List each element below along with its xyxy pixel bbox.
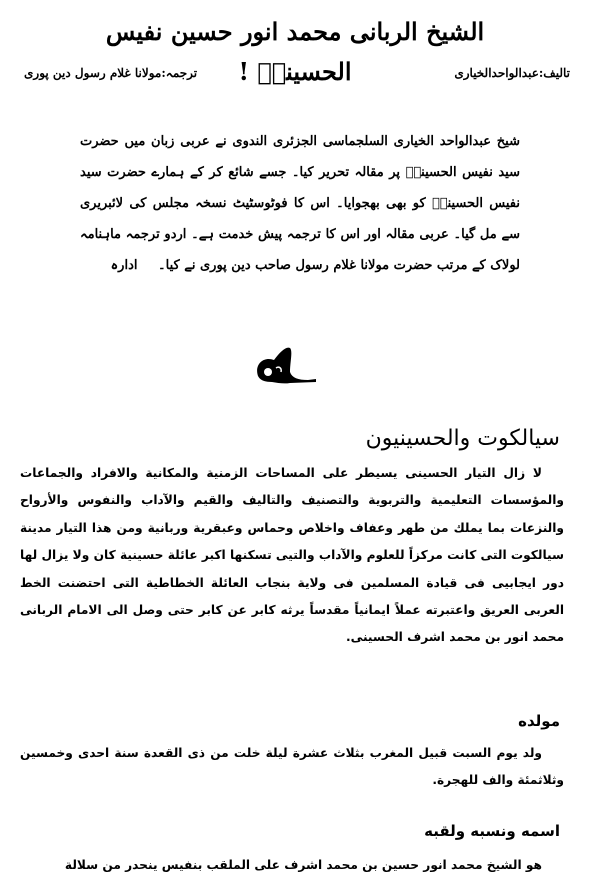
- editorial-note-text: شیخ عبدالواحد الخیاری السلجماسی الجزئری الندوی نے عربی زبان میں حضرت سید نفیس الحسینیؒ پر مقالہ تحریر کیا۔ جسے شائع کر کے ہمارے حضرت سید نفیس الحسینیؒ کو بھی بھجوایا۔ اس کا فوٹوسٹیٹ نسخہ مجلس کی لائبریری سے مل گیا۔ عربی مقالہ اور اس کا ترجمہ پیش خدمت ہے۔ اردو ترجمہ ماہنامہ لولاک کے مرتب حضرت مولانا غلام رسول صاحب دین پوری نے کیا۔: [80, 134, 520, 273]
- editorial-signature: ادارہ: [110, 258, 138, 273]
- section-paragraph-sialkot: [20, 460, 564, 652]
- editorial-note: [80, 126, 520, 281]
- section-heading-birth: مولده: [518, 712, 560, 730]
- translator-line: ترجمہ:مولانا غلام رسول دین پوری: [24, 66, 198, 80]
- section-paragraph-lineage: [20, 852, 564, 879]
- section-heading-sialkot: سيالكوت والحسينيون: [365, 426, 560, 451]
- section-heading-lineage: اسمه ونسبه ولقبه: [424, 822, 560, 840]
- hand-drawn-emblem-icon: [250, 342, 325, 387]
- author-line: تالیف:عبدالواحدالخیاری: [454, 66, 570, 80]
- paragraph-text: ولد يوم السبت قبيل المغرب بثلاث عشرة ليلة خلت من ذى القعدة سنة احدى وخمسين وثلاثمئة والف للهجرة.: [20, 746, 564, 788]
- article-title: الشیخ الربانی محمد انور حسین نفیس الحسینیؒ !: [105, 17, 485, 86]
- paragraph-text: هو الشيخ محمد انور حسين بن محمد اشرف على الملقب بنفيس ينحدر من سلالة: [64, 858, 542, 872]
- paragraph-text: لا زال التيار الحسينى يسيطر على المساحات الزمنية والمكانية والافراد والجماعات والمؤسسات التعليمية والتربوية والتصنيف والتاليف والقيم والآداب والنفوس والأرواح والنزعات بما يملك من طهر وعفاف واخلاص وحماس وعبقرية وربانية ومن هذا التيار مدينة سيالكوت التى كانت مركزاً للعلوم والآداب والتيى تسكنها اكبر عائلة حسينية كان ولا يزال لها دور ايجابيى فى قيادة المسلمين فى ولاية بنجاب العائلة الخطاطية التى احتضنت الخط العربى العريق واعتبرته عملاً ايمانياً مقدساً يرثه كابر عن كابر حتى وصل الى الامام الربانى محمد انور بن محمد اشرف الحسينى.: [20, 466, 564, 645]
- section-paragraph-birth: [20, 740, 564, 795]
